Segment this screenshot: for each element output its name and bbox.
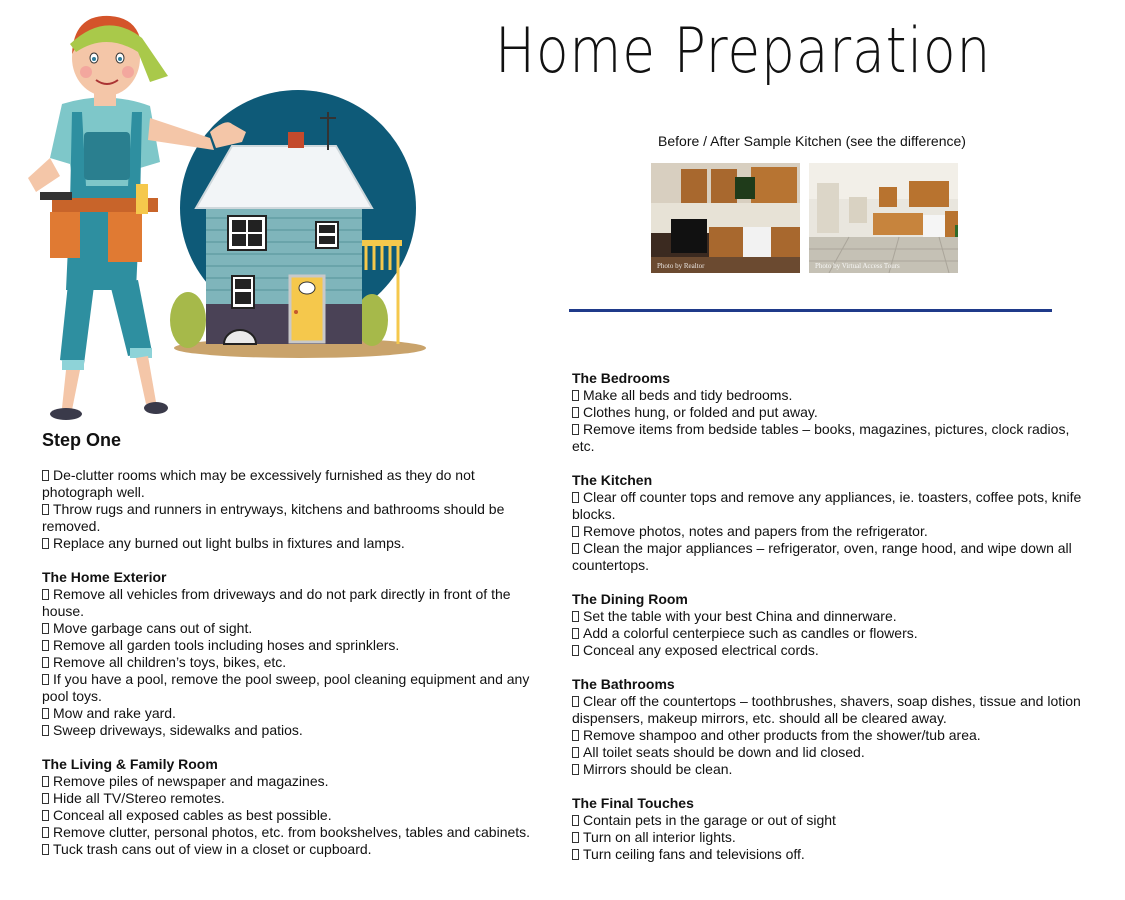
bullet-box-icon	[572, 730, 579, 741]
list-item: All toilet seats should be down and lid closed.	[572, 744, 1082, 761]
bullet-box-icon	[42, 810, 49, 821]
left-column	[42, 467, 542, 875]
dining-section	[572, 591, 1082, 659]
bullet-box-icon	[42, 708, 49, 719]
section-title: The Dining Room	[572, 591, 688, 607]
list-item: Move garbage cans out of sight.	[42, 620, 542, 637]
section-title: The Kitchen	[572, 472, 653, 488]
list-item: Sweep driveways, sidewalks and patios.	[42, 722, 542, 739]
bullet-box-icon	[42, 538, 49, 549]
intro-section	[42, 467, 542, 552]
list-item: Turn on all interior lights.	[572, 829, 1082, 846]
list-item: Conceal all exposed cables as best possible.	[42, 807, 542, 824]
list-item: Throw rugs and runners in entryways, kitchens and bathrooms should be removed.	[42, 501, 505, 534]
section-title: The Home Exterior	[42, 569, 167, 585]
list-item: De-clutter rooms which may be excessively furnished as they do not photograph well.	[42, 467, 475, 500]
list-item: Hide all TV/Stereo remotes.	[42, 790, 542, 807]
bullet-box-icon	[42, 844, 49, 855]
bullet-box-icon	[572, 849, 579, 860]
handywoman-house-illustration	[10, 8, 430, 428]
section-title: The Bathrooms	[572, 676, 675, 692]
bullet-box-icon	[572, 526, 579, 537]
before-after-photos	[651, 163, 973, 273]
list-item: Remove all vehicles from driveways and do not park directly in front of the house.	[42, 586, 511, 619]
bullet-box-icon	[572, 832, 579, 843]
bullet-box-icon	[572, 611, 579, 622]
list-item: Remove all children’s toys, bikes, etc.	[42, 654, 542, 671]
bullet-box-icon	[42, 776, 49, 787]
bullet-box-icon	[572, 764, 579, 775]
list-item: Mow and rake yard.	[42, 705, 542, 722]
bullet-box-icon	[42, 640, 49, 651]
list-item: Replace any burned out light bulbs in fixtures and lamps.	[42, 535, 542, 552]
bullet-box-icon	[42, 674, 49, 685]
bullet-box-icon	[572, 492, 579, 503]
bullet-box-icon	[42, 623, 49, 634]
list-item: Make all beds and tidy bedrooms.	[572, 387, 1082, 404]
bullet-box-icon	[42, 657, 49, 668]
list-item: Remove shampoo and other products from the shower/tub area.	[572, 727, 1082, 744]
right-column	[572, 370, 1082, 880]
bullet-box-icon	[572, 747, 579, 758]
photo-caption: Before / After Sample Kitchen (see the difference)	[658, 133, 966, 149]
before-photo-credit: Photo by Realtor	[657, 262, 705, 270]
list-item: If you have a pool, remove the pool sweep, pool cleaning equipment and any pool toys.	[42, 671, 530, 704]
kitchen-section	[572, 472, 1082, 574]
bullet-box-icon	[42, 725, 49, 736]
final-touches-section	[572, 795, 1082, 863]
bullet-box-icon	[572, 390, 579, 401]
list-item: Conceal any exposed electrical cords.	[572, 642, 1082, 659]
bullet-box-icon	[572, 696, 579, 707]
bullet-box-icon	[572, 815, 579, 826]
list-item: Remove photos, notes and papers from the refrigerator.	[572, 523, 1082, 540]
bullet-box-icon	[42, 504, 49, 515]
kitchen-after-photo	[809, 163, 958, 273]
list-item: Set the table with your best China and dinnerware.	[572, 608, 1082, 625]
bullet-box-icon	[42, 827, 49, 838]
list-item: Clear off the countertops – toothbrushes, shavers, soap dishes, tissue and lotion dispensers, makeup mirrors, etc. should all be cleared away.	[572, 693, 1081, 726]
list-item: Turn ceiling fans and televisions off.	[572, 846, 1082, 863]
section-title: The Final Touches	[572, 795, 694, 811]
bullet-box-icon	[42, 793, 49, 804]
list-item: Contain pets in the garage or out of sight	[572, 812, 1082, 829]
step-one-heading: Step One	[42, 430, 122, 450]
section-title: The Living & Family Room	[42, 756, 218, 772]
bullet-box-icon	[42, 589, 49, 600]
list-item: Remove piles of newspaper and magazines.	[42, 773, 542, 790]
bullet-box-icon	[572, 645, 579, 656]
exterior-section	[42, 569, 542, 739]
list-item: Clear off counter tops and remove any appliances, ie. toasters, coffee pots, knife blocks.	[572, 489, 1082, 522]
kitchen-before-photo	[651, 163, 800, 273]
bullet-box-icon	[572, 543, 579, 554]
list-item: Remove clutter, personal photos, etc. from bookshelves, tables and cabinets.	[42, 824, 542, 841]
bathrooms-section	[572, 676, 1082, 778]
list-item: Tuck trash cans out of view in a closet or cupboard.	[42, 841, 542, 858]
bullet-box-icon	[572, 628, 579, 639]
list-item: Mirrors should be clean.	[572, 761, 1082, 778]
bullet-box-icon	[42, 470, 49, 481]
living-section	[42, 756, 542, 858]
after-photo-credit: Photo by Virtual Access Tours	[815, 262, 900, 270]
list-item: Clothes hung, or folded and put away.	[572, 404, 1082, 421]
bedrooms-section	[572, 370, 1082, 455]
divider-line	[569, 309, 1052, 312]
page-title: Home Preparation	[495, 14, 992, 87]
list-item: Remove all garden tools including hoses and sprinklers.	[42, 637, 542, 654]
section-title: The Bedrooms	[572, 370, 671, 386]
list-item: Add a colorful centerpiece such as candles or flowers.	[572, 625, 1082, 642]
list-item: Remove items from bedside tables – books, magazines, pictures, clock radios, etc.	[572, 421, 1070, 454]
list-item: Clean the major appliances – refrigerator, oven, range hood, and wipe down all countertops.	[572, 540, 1072, 573]
bullet-box-icon	[572, 407, 579, 418]
bullet-box-icon	[572, 424, 579, 435]
